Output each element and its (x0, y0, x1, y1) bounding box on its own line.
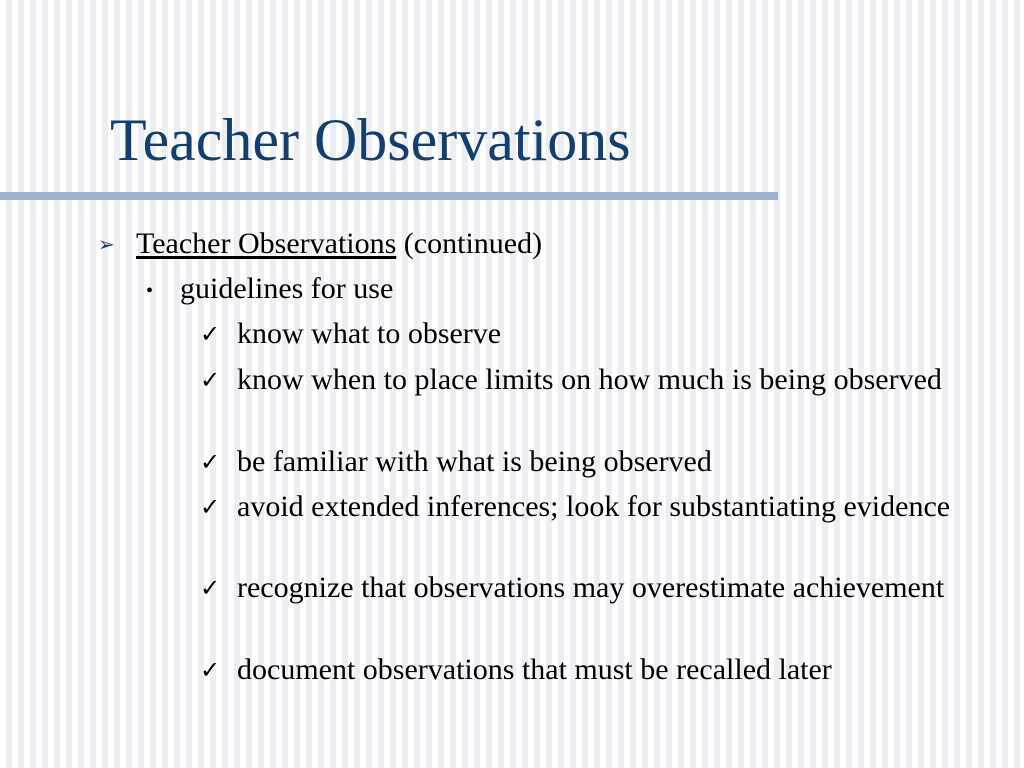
checkmark-icon: ✓ (200, 448, 221, 476)
dot-bullet-icon: • (146, 280, 154, 302)
level1-bullet-text (136, 225, 542, 263)
arrow-bullet-icon: ➢ (98, 234, 115, 256)
title-divider (0, 192, 778, 200)
checklist-item-text: be familiar with what is being observed (237, 445, 712, 478)
level2-bullet-text: guidelines for use (180, 272, 394, 305)
level1-underlined-text: Teacher Observations (136, 227, 397, 260)
checkmark-icon: ✓ (200, 574, 221, 602)
level1-rest-text: (continued) (396, 227, 543, 260)
slide-title: Teacher Observations (110, 107, 631, 173)
checkmark-icon: ✓ (200, 366, 221, 394)
checklist-item-text: avoid extended inferences; look for substantiating evidence (237, 490, 951, 523)
checklist-item-text: know what to observe (237, 317, 502, 350)
checkmark-icon: ✓ (200, 493, 221, 521)
checkmark-icon: ✓ (200, 320, 221, 348)
checklist-item-text: know when to place limits on how much is being observed (237, 363, 942, 396)
checklist-item-text: document observations that must be recalled later (237, 653, 832, 686)
checklist-item-text: recognize that observations may overestimate achievement (237, 571, 945, 604)
checkmark-icon: ✓ (200, 656, 221, 684)
